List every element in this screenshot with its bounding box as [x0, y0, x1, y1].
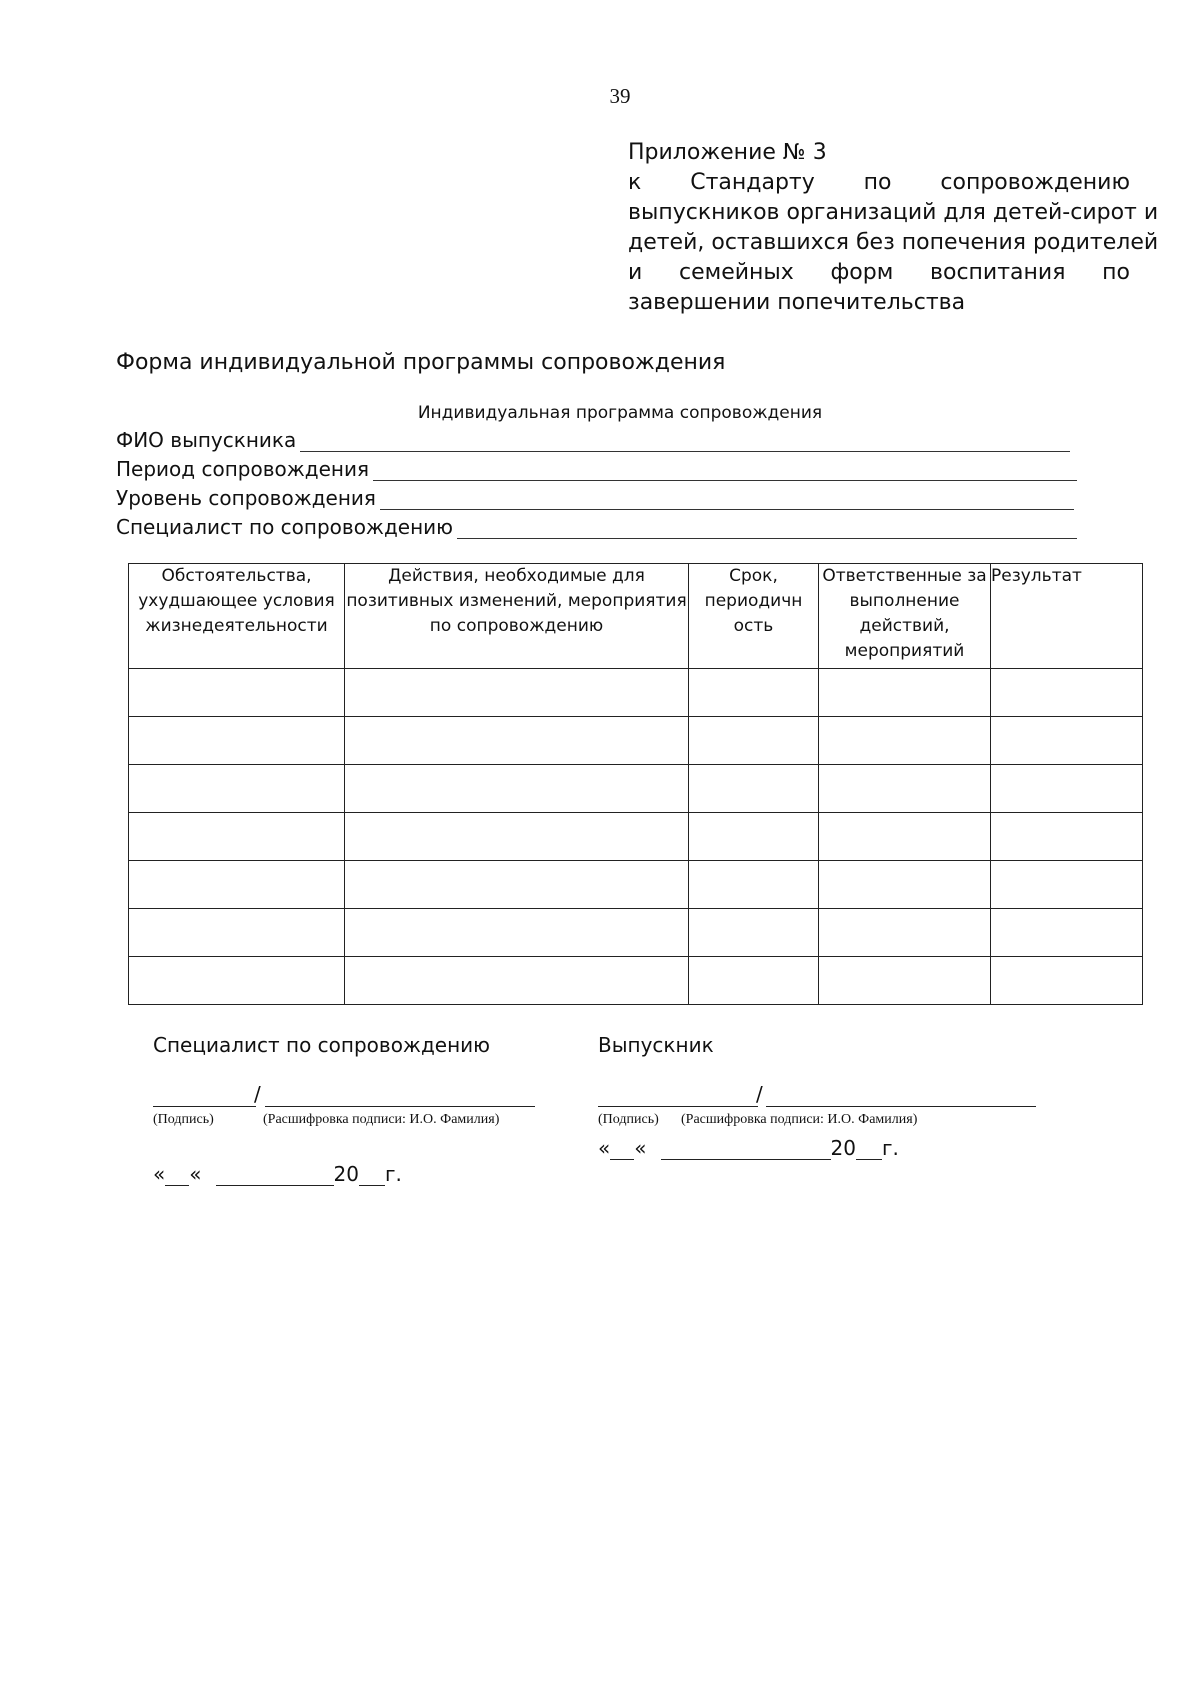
table-cell[interactable] [345, 957, 689, 1005]
field-label: ФИО выпускника [116, 428, 297, 452]
word: воспитания [930, 260, 1066, 285]
table-cell[interactable] [129, 765, 345, 813]
year-prefix: 20 [333, 1162, 359, 1186]
header-actions: Действия, необходимые для позитивных изменений, мероприятия по сопровождению [345, 564, 689, 669]
specialist-signature-heading: Специалист по сопровождению [153, 1033, 490, 1057]
table-cell[interactable] [129, 669, 345, 717]
page-number: 39 [609, 84, 631, 108]
level-line[interactable] [380, 487, 1074, 510]
year-suffix: г. [881, 1136, 899, 1160]
field-label: Уровень сопровождения [116, 486, 376, 510]
slash: / [756, 1082, 763, 1106]
slash: / [254, 1082, 261, 1106]
appendix-line-5 [628, 258, 1130, 288]
word: к [628, 170, 642, 195]
program-table [128, 563, 1143, 1005]
field-level [116, 486, 1074, 510]
table-cell[interactable] [819, 909, 991, 957]
field-period [116, 457, 1077, 481]
table-cell[interactable] [689, 861, 819, 909]
table-row [129, 909, 1143, 957]
table-cell[interactable] [689, 765, 819, 813]
field-graduate-name [116, 428, 1070, 452]
table-cell[interactable] [689, 957, 819, 1005]
appendix-title: Приложение № 3 [628, 140, 827, 165]
table-row [129, 717, 1143, 765]
table-row [129, 813, 1143, 861]
table-cell[interactable] [689, 813, 819, 861]
year-suffix: г. [384, 1162, 402, 1186]
appendix-line-2 [628, 168, 1130, 198]
table-cell[interactable] [819, 957, 991, 1005]
word: Стандарту [690, 170, 815, 195]
appendix-line-6: завершении попечительства [628, 290, 966, 315]
table-cell[interactable] [345, 909, 689, 957]
table-cell[interactable] [129, 717, 345, 765]
word: сопровождению [940, 170, 1130, 195]
day-line[interactable] [610, 1139, 634, 1160]
year-prefix: 20 [830, 1136, 856, 1160]
table-cell[interactable] [819, 813, 991, 861]
table-cell[interactable] [129, 861, 345, 909]
header-circumstances: Обстоятельства, ухудшающее условия жизнедеятельности [129, 564, 345, 669]
graduate-signature-line[interactable] [598, 1106, 758, 1107]
word: по [863, 170, 892, 195]
specialist-date [153, 1162, 402, 1186]
table-cell[interactable] [345, 669, 689, 717]
caption-decoding: (Расшифровка подписи: И.О. Фамилия) [263, 1112, 500, 1127]
quote-close: « [634, 1136, 647, 1160]
table-row [129, 957, 1143, 1005]
table-cell[interactable] [689, 717, 819, 765]
table-cell[interactable] [819, 765, 991, 813]
quote-close: « [189, 1162, 202, 1186]
table-cell[interactable] [129, 909, 345, 957]
table-cell[interactable] [991, 717, 1143, 765]
table-body [129, 669, 1143, 1005]
table-cell[interactable] [689, 669, 819, 717]
field-label: Период сопровождения [116, 457, 369, 481]
word: по [1102, 260, 1130, 285]
appendix-line-4: детей, оставшихся без попечения родителей [628, 230, 1159, 255]
table-cell[interactable] [991, 813, 1143, 861]
header-result: Результат [991, 564, 1143, 669]
header-responsible: Ответственные за выполнение действий, мероприятий [819, 564, 991, 669]
table-cell[interactable] [345, 861, 689, 909]
appendix-line-3: выпускников организаций для детей-сирот и [628, 200, 1159, 225]
field-label: Специалист по сопровождению [116, 515, 453, 539]
table-cell[interactable] [819, 669, 991, 717]
table-cell[interactable] [991, 957, 1143, 1005]
quote-open: « [153, 1162, 166, 1186]
table-cell[interactable] [345, 765, 689, 813]
header-term: Срок, периодичн ость [689, 564, 819, 669]
year-line[interactable] [856, 1139, 882, 1160]
specialist-line[interactable] [457, 516, 1077, 539]
table-row [129, 861, 1143, 909]
form-title: Форма индивидуальной программы сопровождения [116, 350, 726, 375]
program-title: Индивидуальная программа сопровождения [417, 403, 823, 423]
word: форм [830, 260, 894, 285]
table-header-row [129, 564, 1143, 669]
table-row [129, 765, 1143, 813]
table-cell[interactable] [991, 669, 1143, 717]
table-cell[interactable] [129, 957, 345, 1005]
specialist-name-line[interactable] [265, 1106, 535, 1107]
period-line[interactable] [373, 458, 1077, 481]
table-cell[interactable] [991, 861, 1143, 909]
graduate-name-line[interactable] [766, 1106, 1036, 1107]
quote-open: « [598, 1136, 611, 1160]
table-cell[interactable] [689, 909, 819, 957]
month-line[interactable] [216, 1165, 334, 1186]
table-cell[interactable] [345, 717, 689, 765]
table-cell[interactable] [819, 717, 991, 765]
field-specialist [116, 515, 1077, 539]
table-row [129, 669, 1143, 717]
word: семейных [678, 260, 794, 285]
table-cell[interactable] [345, 813, 689, 861]
table-cell[interactable] [129, 813, 345, 861]
graduate-name-line[interactable] [300, 429, 1070, 452]
caption-signature: (Подпись) [153, 1112, 214, 1127]
appendix-block [628, 138, 1159, 318]
caption-signature: (Подпись) [598, 1112, 659, 1127]
caption-decoding: (Расшифровка подписи: И.О. Фамилия) [681, 1112, 918, 1127]
day-line[interactable] [165, 1165, 189, 1186]
specialist-signature-line[interactable] [153, 1106, 256, 1107]
graduate-signature-heading: Выпускник [598, 1033, 714, 1057]
graduate-date [598, 1136, 899, 1160]
table-cell[interactable] [819, 861, 991, 909]
table-cell[interactable] [991, 765, 1143, 813]
year-line[interactable] [359, 1165, 385, 1186]
word: и [628, 260, 643, 285]
table-cell[interactable] [991, 909, 1143, 957]
month-line[interactable] [661, 1139, 831, 1160]
